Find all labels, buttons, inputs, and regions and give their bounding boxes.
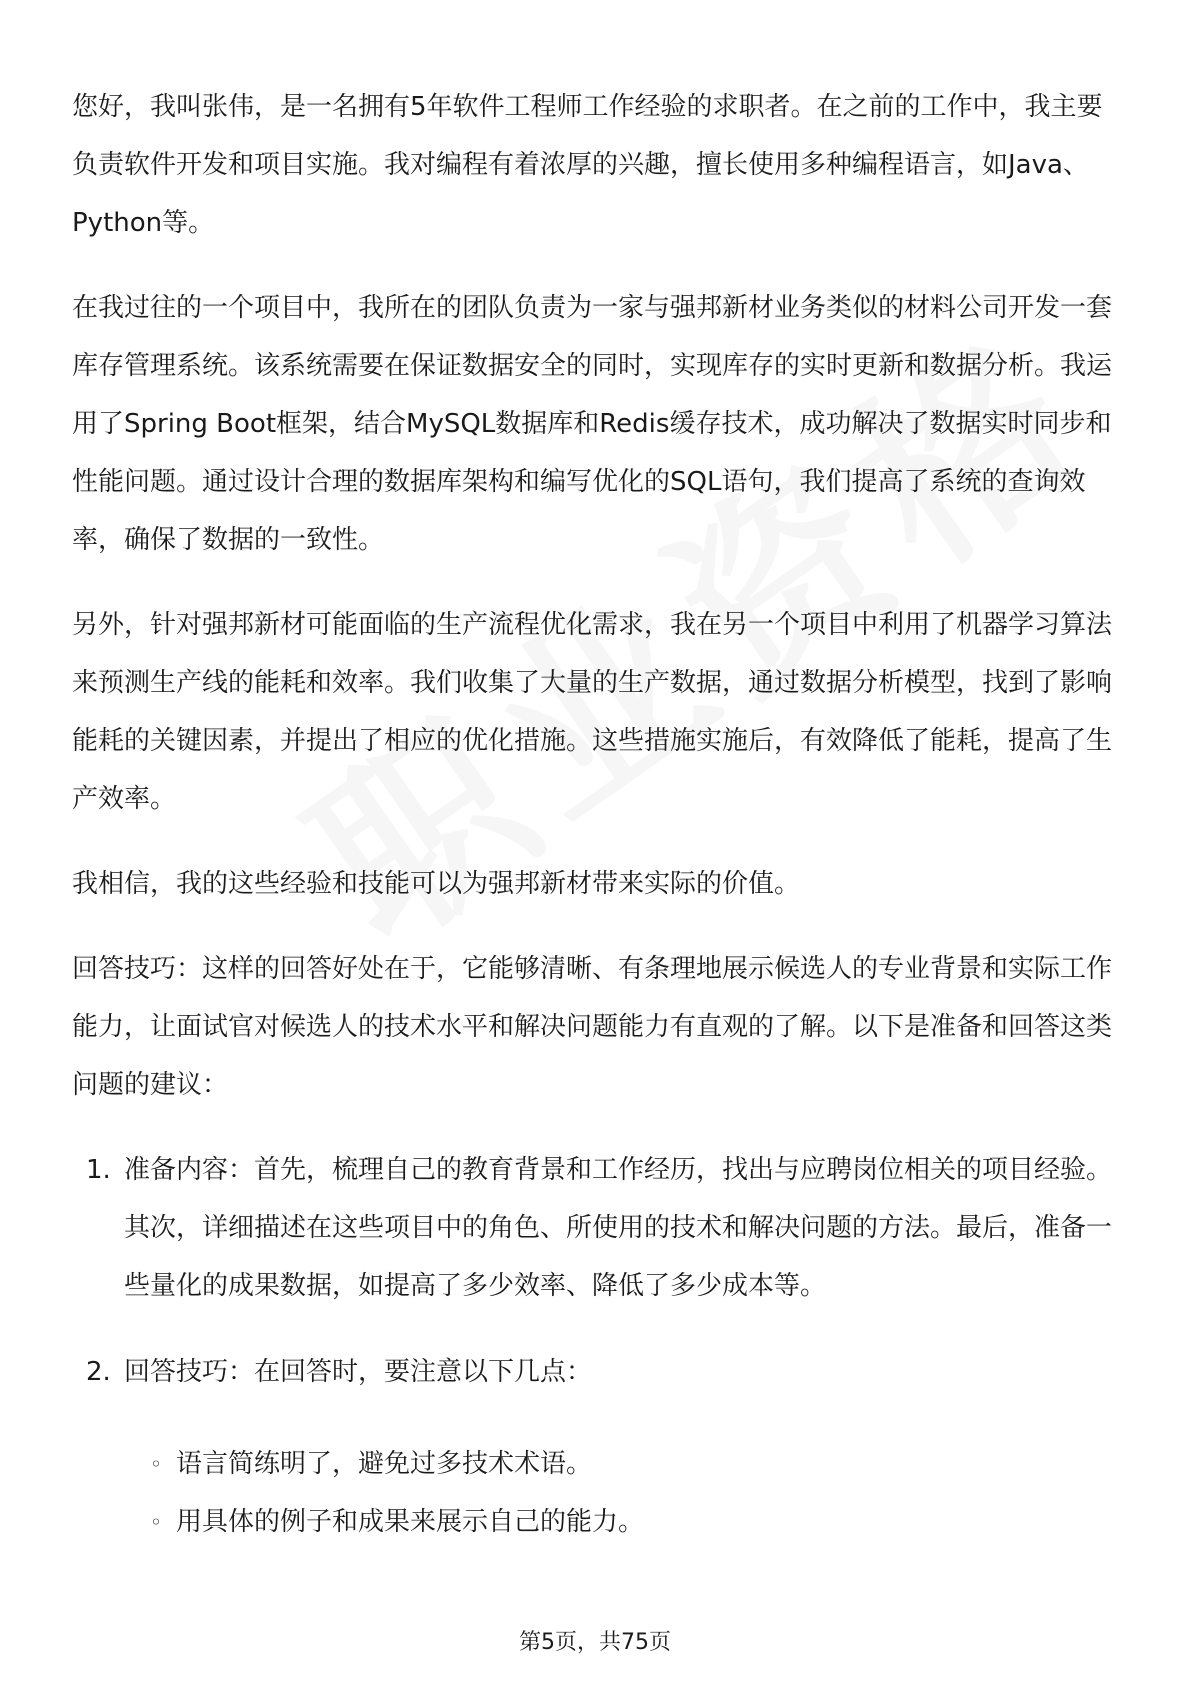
sub-list — [124, 1435, 1122, 1551]
sub-list-item-text: 语言简练明了，避免过多技术术语。 — [176, 1449, 593, 1479]
list-item-text: 准备内容：首先，梳理自己的教育背景和工作经历，找出与应聘岗位相关的项目经验。其次，详细描述在这些项目中的角色、所使用的技术和解决问题的方法。最后，准备一些量化的成果数据，如提高了多少效率、降低了多少成本等。 — [124, 1155, 1113, 1301]
tips-list — [72, 1141, 1122, 1551]
paragraph-answer-tips: 回答技巧：这样的回答好处在于，它能够清晰、有条理地展示候选人的专业背景和实际工作能力，让面试官对候选人的技术水平和解决问题能力有直观的了解。以下是准备和回答这类问题的建议： — [72, 954, 1113, 1100]
sub-list-item — [124, 1435, 1122, 1493]
paragraph-closing: 我相信，我的这些经验和技能可以为强邦新材带来实际的价值。 — [72, 869, 801, 899]
bullet-icon: ◦ — [150, 1452, 162, 1476]
paragraph-project-ml: 另外，针对强邦新材可能面临的生产流程优化需求，我在另一个项目中利用了机器学习算法来预测生产线的能耗和效率。我们收集了大量的生产数据，通过数据分析模型，找到了影响能耗的关键因素，并提出了相应的优化措施。这些措施实施后，有效降低了能耗，提高了生产效率。 — [72, 610, 1113, 814]
paragraph-project-inventory: 在我过往的一个项目中，我所在的团队负责为一家与强邦新材业务类似的材料公司开发一套库存管理系统。该系统需要在保证数据安全的同时，实现库存的实时更新和数据分析。我运用了Spring Boot框架，结合MySQL数据库和Redis缓存技术，成功解决了数据实时同步和性能问题。通过设计合理的数据库架构和编写优化的SQL语句，我们提高了系统的查询效率，确保了数据的一致性。 — [72, 293, 1113, 555]
sub-list-item-text: 用具体的例子和成果来展示自己的能力。 — [176, 1507, 645, 1537]
list-item — [72, 1141, 1122, 1315]
list-number: 2. — [86, 1357, 111, 1387]
list-item — [72, 1343, 1122, 1551]
list-number: 1. — [86, 1155, 111, 1185]
list-item-text: 回答技巧：在回答时，要注意以下几点： — [124, 1357, 593, 1387]
sub-list-item — [124, 1493, 1122, 1551]
paragraph-intro: 您好，我叫张伟，是一名拥有5年软件工程师工作经验的求职者。在之前的工作中，我主要负责软件开发和项目实施。我对编程有着浓厚的兴趣，擅长使用多种编程语言，如Java、Python等。 — [72, 92, 1103, 238]
page-number: 第5页，共75页 — [519, 1630, 671, 1655]
bullet-icon: ◦ — [150, 1510, 162, 1534]
document-body — [72, 78, 1122, 1579]
